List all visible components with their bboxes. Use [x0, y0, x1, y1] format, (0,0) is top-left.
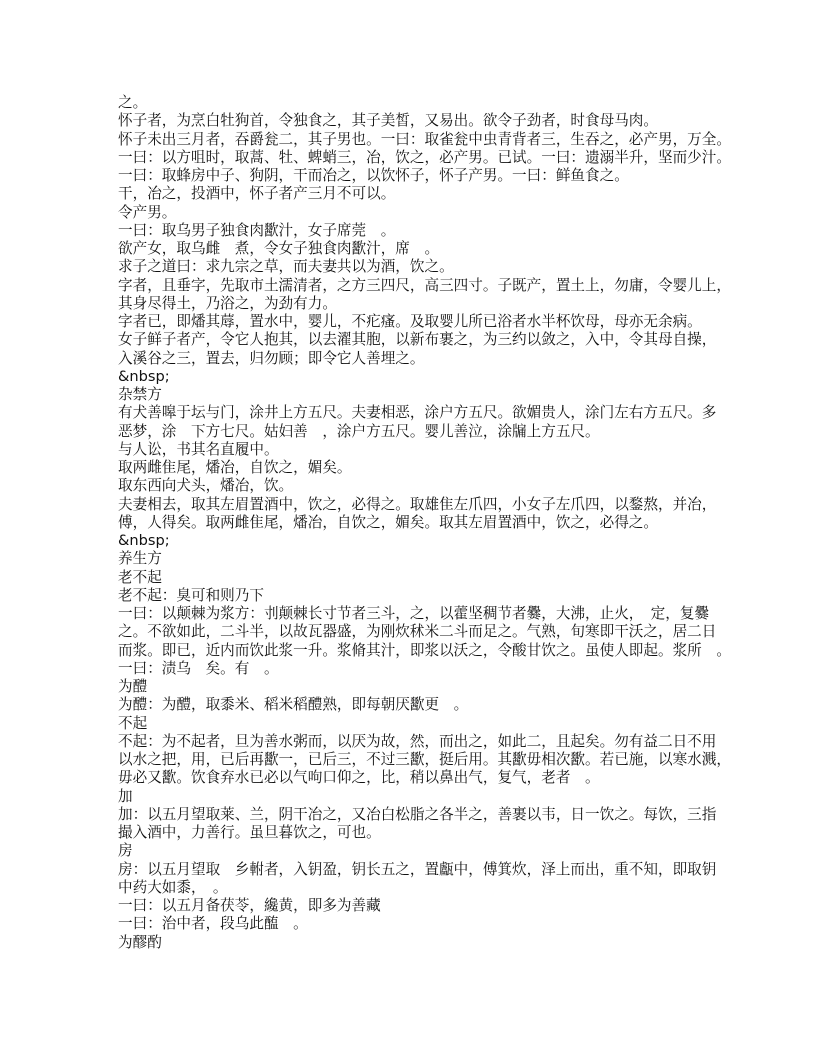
- text-line: 为醴: [118, 678, 148, 695]
- text-line: 一曰：渍乌 矣。有 。: [118, 659, 279, 677]
- text-line: 中药大如黍， 。: [118, 878, 228, 896]
- text-line: 之。不欲如此，二斗半，以故瓦器盛，为刚炊秫米二斗而足之。气熟，旬寒即干沃之，居二日: [118, 623, 717, 641]
- text-line: 怀子者，为烹白牡狗首，令独食之，其子美皙，又易出。欲令子劲者，时食母马肉。: [118, 112, 658, 130]
- text-line: 老不起: [118, 568, 162, 586]
- text-line: 一曰：取蜂房中子、狗阴，干而冶之，以饮怀子，怀子产男。一曰：鲜鱼食之。: [118, 167, 629, 184]
- text-line: 怀子未出三月者，吞爵瓮二，其子男也。一曰：取雀瓮中虫青背者三，生吞之，必产男，万全。: [118, 130, 731, 148]
- text-line: 不起：为不起者，旦为善水粥而，以厌为故，然，而出之，如此二，且起矣。勿有益二日不用: [118, 732, 717, 750]
- text-line: 而浆。即已，近内而饮此浆一升。浆脩其汁，即浆以沃之，令酸甘饮之。虽使人即起。浆所 。: [118, 641, 731, 659]
- text-line: 以水之把，用，已后再歠一，已后三，不过三歠，挺后用。其歠毋相次歠。若已施，以寒水溅，: [118, 751, 731, 768]
- text-line: 求子之道曰：求九宗之草，而夫妻共以为酒，饮之。: [118, 258, 454, 276]
- text-line: 毋必又歠。饮食弃水已必以气呴口仰之，比，稍以鼻出气，复气，老者 。: [118, 769, 600, 787]
- text-line: 令产男。: [118, 203, 177, 221]
- text-line: 老不起：臭可和则乃下: [118, 586, 264, 604]
- text-line: 一曰：以颠棘为浆方：刌颠棘长寸节者三斗，之，以藿坚稠节者爨，大沸，止火， 定，复爨: [118, 605, 710, 622]
- text-line: 房: [118, 842, 133, 860]
- text-line: 其身尽得土，乃浴之，为劲有力。: [118, 294, 337, 312]
- text-line: &nbsp;: [118, 532, 170, 549]
- text-line: 取两雌隹尾，燔冶，自饮之，媚矣。: [118, 459, 352, 476]
- text-line: 字者已，即燔其蓐，置水中，婴儿，不疕瘙。及取婴儿所已浴者水半杯饮母，母亦无余病。: [118, 313, 702, 330]
- text-line: 取东西向犬头，燔冶，饮。: [118, 477, 294, 495]
- text-line: 之。: [118, 94, 148, 111]
- text-line: 不起: [118, 714, 148, 732]
- text-line: 一曰：以五月备茯苓，纔黄，即多为善藏: [118, 897, 381, 914]
- text-line: 房：以五月望取 乡軵者，入钥盈，钥长五之，置甗中，傅箕炊，泽上而出，重不知，即取钥: [118, 860, 717, 878]
- text-line: 傅，人得矣。取两雌隹尾，燔冶，自饮之，媚矣。取其左眉置酒中，饮之，必得之。: [118, 513, 658, 531]
- text-line: 恶梦，涂 下方七尺。姑妇善 ，涂户方五尺。婴儿善泣，涂牖上方五尺。: [118, 422, 600, 440]
- text-line: 欲产女，取乌雌 煮，令女子独食肉歠汁，席 。: [118, 240, 440, 257]
- text-line: 夫妻相去，取其左眉置酒中，饮之，必得之。取雄隹左爪四，小女子左爪四，以鍪熬，并冶，: [118, 495, 717, 513]
- text-line: 杂禁方: [118, 386, 162, 403]
- text-line: 字者，且垂字，先取市土濡清者，之方三四尺，高三四寸。子既产，置土上，勿庸，令婴儿上，: [118, 276, 731, 294]
- text-line: 一曰：以方咀时，取蒿、牡、蜱蛸三，冶，饮之，必产男。已试。一曰：遗溺半升，坚而少汁。: [118, 148, 731, 166]
- text-line: 与人讼，书其名直履中。: [118, 440, 279, 458]
- text-line: 有犬善嗥于坛与门，涂井上方五尺。夫妻相恶，涂户方五尺。欲媚贵人，涂门左右方五尺。多: [118, 404, 717, 422]
- text-line: 加: [118, 787, 133, 805]
- document-body: [118, 94, 731, 952]
- text-line: 撮入酒中，力善行。虽旦暮饮之，可也。: [118, 824, 381, 841]
- text-line: 入溪谷之三，置去，归勿顾；即令它人善埋之。: [118, 349, 425, 367]
- text-line: 为醴：为醴，取黍米、稻米稻醴熟，即每朝厌歠更 。: [118, 696, 469, 714]
- text-line: 养生方: [118, 550, 162, 568]
- text-line: 为醪酌: [118, 933, 162, 951]
- text-line: &nbsp;: [118, 367, 170, 385]
- text-line: 干，冶之，投酒中，怀子者产三月不可以。: [118, 185, 396, 203]
- text-line: 女子鲜子者产，令它人抱其，以去濯其胞，以新布裹之，为三约以敛之，入中，令其母自操，: [118, 331, 717, 349]
- text-line: 加：以五月望取莱、兰，阴干冶之，又冶白松脂之各半之，善裹以韦，日一饮之。每饮，三指: [118, 805, 717, 823]
- text-line: 一曰：治中者，段乌此醢 。: [118, 915, 308, 933]
- text-line: 一曰：取乌男子独食肉歠汁，女子席莞 。: [118, 221, 396, 239]
